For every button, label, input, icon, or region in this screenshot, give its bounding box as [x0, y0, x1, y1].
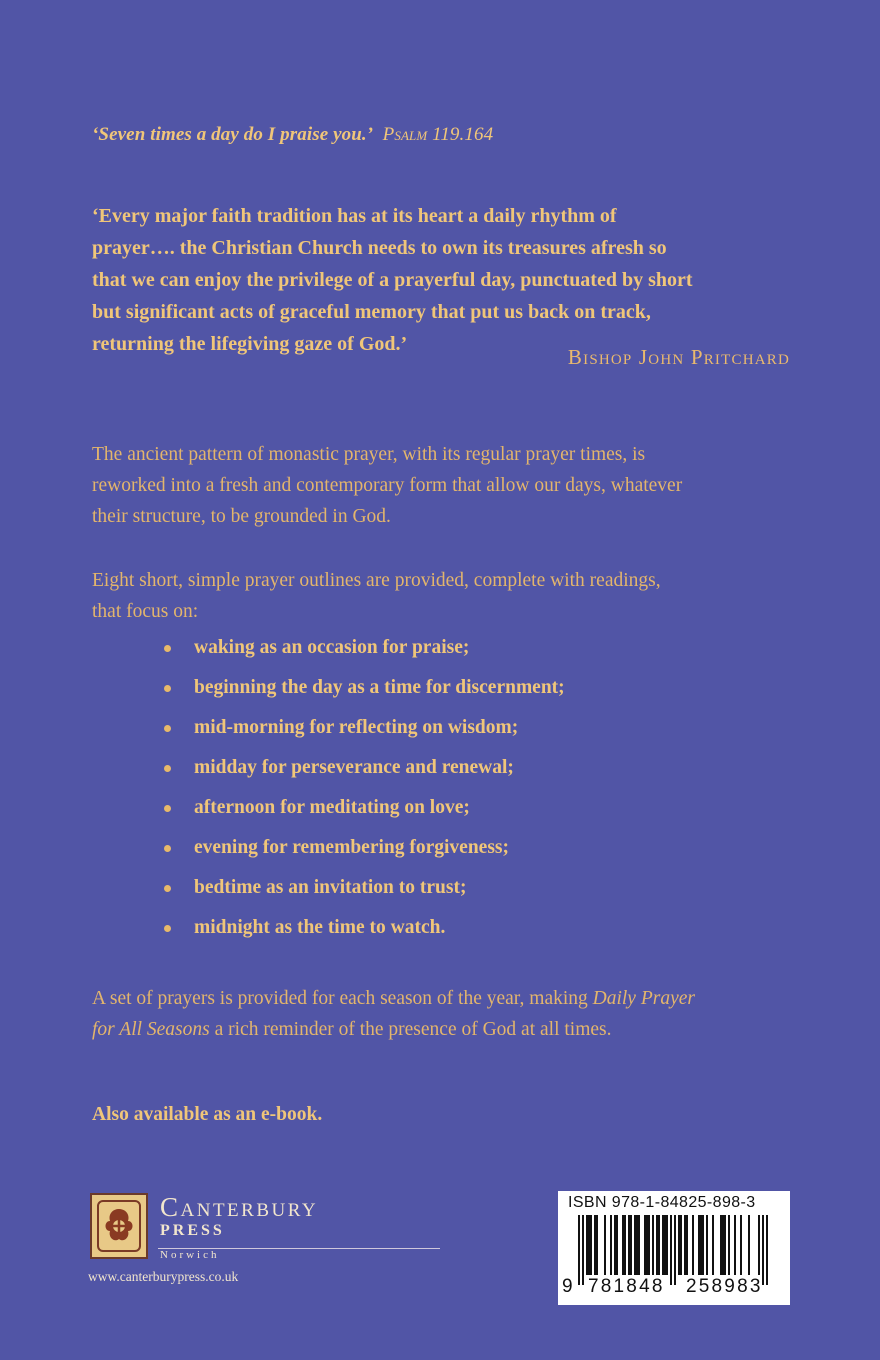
- book-title-part-a: Daily Prayer: [592, 988, 695, 1009]
- bullet-icon: [164, 805, 171, 812]
- epigraph-ref-rest: salm: [394, 124, 428, 145]
- bullet-icon: [164, 685, 171, 692]
- barcode-digits-left: 781848: [588, 1276, 665, 1297]
- barcode-bar: [720, 1215, 722, 1275]
- barcode-bar: [586, 1215, 588, 1275]
- barcode-bar: [646, 1215, 648, 1275]
- bullet-icon: [164, 765, 171, 772]
- barcode-bar: [604, 1215, 606, 1275]
- barcode-bar: [698, 1215, 700, 1275]
- seasons-text-post: a rich reminder of the presence of God at all times.: [209, 1019, 612, 1040]
- list-item: [160, 632, 800, 672]
- barcode-bar: [692, 1215, 694, 1275]
- barcode-bar: [724, 1215, 726, 1275]
- barcode-bar: [678, 1215, 680, 1275]
- barcode-bar: [638, 1215, 640, 1275]
- barcode-bar: [686, 1215, 688, 1275]
- barcode-bar: [628, 1215, 630, 1275]
- quote-line: but significant acts of graceful memory that put us back on track,: [92, 301, 651, 323]
- barcode-bar: [652, 1215, 654, 1275]
- list-item: [160, 712, 800, 752]
- intro-line: The ancient pattern of monastic prayer, with its regular prayer times, is: [92, 444, 646, 465]
- barcode-bar: [712, 1215, 714, 1275]
- list-item: [160, 792, 800, 832]
- bullet-icon: [164, 645, 171, 652]
- bullet-icon: [164, 885, 171, 892]
- intro-line: reworked into a fresh and contemporary form that allow our days, whatever: [92, 475, 683, 496]
- quote-attribution: Bishop John Pritchard: [567, 345, 790, 369]
- prayer-outline-list: [160, 632, 800, 952]
- barcode-bar: [658, 1215, 660, 1275]
- barcode-bar: [644, 1215, 646, 1275]
- list-item: [160, 912, 800, 952]
- isbn-text: ISBN 978-1-84825-898-3: [568, 1194, 756, 1211]
- barcode-bar: [656, 1215, 658, 1275]
- bullet-icon: [164, 725, 171, 732]
- ebook-note: Also available as an e-book.: [92, 1104, 323, 1125]
- quote-line: ‘Every major faith tradition has at its heart a daily rhythm of: [92, 205, 617, 227]
- barcode-guard-bar: [766, 1215, 768, 1285]
- barcode-guard-bar: [674, 1215, 676, 1285]
- publisher-city: Norwich: [160, 1249, 220, 1261]
- intro-line: their structure, to be grounded in God.: [92, 506, 391, 527]
- isbn-barcode: [558, 1191, 790, 1305]
- list-item: [160, 872, 800, 912]
- list-item: [160, 832, 800, 872]
- list-item: [160, 672, 800, 712]
- outlines-line: Eight short, simple prayer outlines are provided, complete with readings,: [92, 570, 661, 591]
- barcode-guard-bar: [578, 1215, 580, 1285]
- canterbury-press-emblem-icon: [90, 1193, 148, 1259]
- barcode-bar: [684, 1215, 686, 1275]
- barcode-guard-bar: [762, 1215, 764, 1285]
- list-item-text: beginning the day as a time for discernment;: [194, 677, 565, 698]
- barcode-bar: [624, 1215, 626, 1275]
- barcode-digits-right: 258983: [686, 1276, 763, 1297]
- barcode-bar: [740, 1215, 742, 1275]
- list-item-text: afternoon for meditating on love;: [194, 797, 470, 818]
- list-item-text: waking as an occasion for praise;: [194, 637, 470, 658]
- list-item-text: evening for remembering forgiveness;: [194, 837, 509, 858]
- barcode-lead-digit: 9: [562, 1276, 575, 1297]
- publisher-name: Canterbury: [160, 1192, 319, 1222]
- barcode-bar: [596, 1215, 598, 1275]
- barcode-bar: [594, 1215, 596, 1275]
- barcode-bar: [758, 1215, 760, 1275]
- barcode-bar: [748, 1215, 750, 1275]
- barcode-guard-bar: [670, 1215, 672, 1285]
- outlines-line: that focus on:: [92, 601, 199, 622]
- bullet-icon: [164, 925, 171, 932]
- publisher-url: www.canterburypress.co.uk: [88, 1269, 239, 1284]
- outlines-paragraph: [92, 565, 802, 627]
- book-title-part-b: for All Seasons: [92, 1019, 210, 1040]
- bullet-icon: [164, 845, 171, 852]
- epigraph-text: ‘Seven times a day do I praise you.’: [92, 124, 372, 145]
- barcode-bar: [634, 1215, 636, 1275]
- barcode-bar: [662, 1215, 664, 1275]
- barcode-bar: [734, 1215, 736, 1275]
- epigraph-ref-number: 119.164: [432, 124, 494, 145]
- list-item-text: midnight as the time to watch.: [194, 917, 446, 938]
- barcode-bar: [702, 1215, 704, 1275]
- list-item: [160, 752, 800, 792]
- publisher-press: PRESS: [160, 1222, 225, 1239]
- barcode-guard-bar: [582, 1215, 584, 1285]
- barcode-bar: [588, 1215, 590, 1275]
- list-item-text: bedtime as an invitation to trust;: [194, 877, 467, 898]
- epigraph-reference: [383, 124, 494, 145]
- barcode-bar: [622, 1215, 624, 1275]
- seasons-paragraph: [92, 983, 802, 1045]
- barcode-bar: [680, 1215, 682, 1275]
- seasons-text-pre: A set of prayers is provided for each season of the year, making: [92, 988, 593, 1009]
- barcode-bar: [636, 1215, 638, 1275]
- barcode-bar: [614, 1215, 616, 1275]
- endorsement-quote: [92, 200, 804, 360]
- barcode-bar: [664, 1215, 666, 1275]
- barcode-bar: [722, 1215, 724, 1275]
- barcode-bar: [728, 1215, 730, 1275]
- barcode-bar: [610, 1215, 612, 1275]
- intro-paragraph: [92, 439, 802, 532]
- list-item-text: midday for perseverance and renewal;: [194, 757, 514, 778]
- barcode-bar: [648, 1215, 650, 1275]
- barcode-bar: [616, 1215, 618, 1275]
- barcode-bar: [706, 1215, 708, 1275]
- quote-line: returning the lifegiving gaze of God.’: [92, 333, 408, 355]
- barcode-bar: [700, 1215, 702, 1275]
- epigraph-ref-lead: P: [382, 124, 395, 145]
- epigraph: [92, 124, 792, 146]
- quote-line: prayer…. the Christian Church needs to own its treasures afresh so: [92, 237, 667, 259]
- barcode-bar: [630, 1215, 632, 1275]
- list-item-text: mid-morning for reflecting on wisdom;: [194, 717, 519, 738]
- barcode-bar: [590, 1215, 592, 1275]
- barcode-bar: [666, 1215, 668, 1275]
- quote-line: that we can enjoy the privilege of a prayerful day, punctuated by short: [92, 269, 693, 291]
